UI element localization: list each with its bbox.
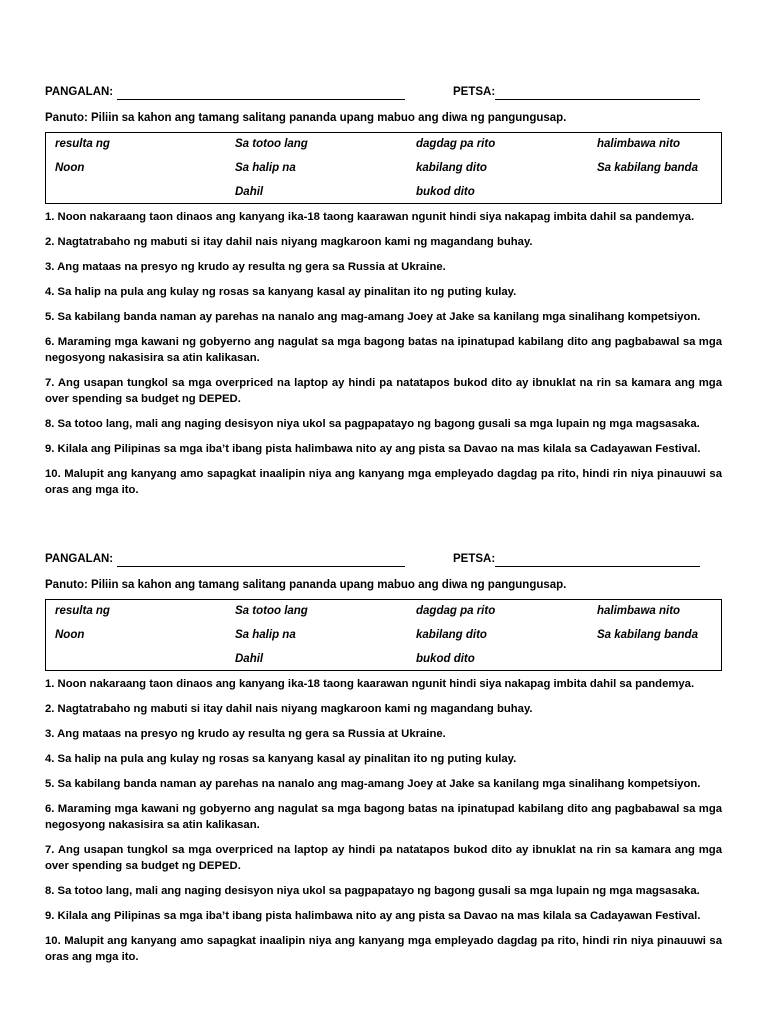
sentence-item: 6. Maraming mga kawani ng gobyerno ang nagulat sa mga bagong batas na ipinatupad kabilang dito ang pagbabawal sa mga negosyong nakasisira sa atin kalikasan.: [45, 803, 722, 831]
sentence-item: 4. Sa halip na pula ang kulay ng rosas sa kanyang kasal ay pinalitan ito ng puting kulay.: [45, 286, 517, 298]
instructions: Panuto: Piliin sa kahon ang tamang salitang pananda upang mabuo ang diwa ng pangungusap.: [45, 112, 567, 124]
header-row: [45, 553, 722, 573]
name-label: PANGALAN:: [45, 86, 114, 98]
name-field-line[interactable]: [117, 566, 405, 567]
date-field-line[interactable]: [495, 566, 700, 567]
sentence-item: 5. Sa kabilang banda naman ay parehas na nanalo ang mag-amang Joey at Jake sa kanilang mga sinalihang kompetsiyon.: [45, 778, 701, 790]
sentence-item: 7. Ang usapan tungkol sa mga overpriced na laptop ay hindi pa natatapos bukod dito ay ibnuklat na rin sa kamara ang mga over spending sa budget ng DEPED.: [45, 844, 722, 872]
word-bank-item: halimbawa nito: [597, 605, 681, 617]
date-field-line[interactable]: [495, 99, 700, 100]
date-label: PETSA:: [453, 86, 496, 98]
word-bank-item: Noon: [55, 629, 85, 641]
word-bank-item: halimbawa nito: [597, 138, 681, 150]
sentence-item: 3. Ang mataas na presyo ng krudo ay resulta ng gera sa Russia at Ukraine.: [45, 261, 446, 273]
word-bank-item: resulta ng: [55, 605, 110, 617]
word-bank-item: bukod dito: [416, 653, 475, 665]
word-bank-item: dagdag pa rito: [416, 605, 496, 617]
word-bank-box: [45, 599, 722, 671]
word-bank-item: dagdag pa rito: [416, 138, 496, 150]
sentence-item: 7. Ang usapan tungkol sa mga overpriced na laptop ay hindi pa natatapos bukod dito ay ibnuklat na rin sa kamara ang mga over spending sa budget ng DEPED.: [45, 377, 722, 405]
name-field-line[interactable]: [117, 99, 405, 100]
word-bank-item: Sa halip na: [235, 162, 296, 174]
word-bank-item: Dahil: [235, 653, 264, 665]
word-bank-item: bukod dito: [416, 186, 475, 198]
word-bank-item: resulta ng: [55, 138, 110, 150]
word-bank-item: Sa totoo lang: [235, 605, 308, 617]
word-bank-item: Dahil: [235, 186, 264, 198]
instructions: Panuto: Piliin sa kahon ang tamang salitang pananda upang mabuo ang diwa ng pangungusap.: [45, 579, 567, 591]
word-bank-item: Sa halip na: [235, 629, 296, 641]
sentence-list: [45, 676, 722, 965]
sentence-item: 8. Sa totoo lang, mali ang naging desisyon niya ukol sa pagpapatayo ng bagong gusali sa mga lupain ng mga magsasaka.: [45, 885, 700, 897]
worksheet-section-2: [45, 553, 722, 974]
header-row: [45, 86, 722, 106]
sentence-item: 2. Nagtatrabaho ng mabuti si itay dahil nais niyang magkaroon kami ng magandang buhay.: [45, 236, 533, 248]
sentence-item: 10. Malupit ang kanyang amo sapagkat inaalipin niya ang kanyang mga empleyado dagdag pa rito, hindi rin niya pinauuwi sa oras ang mga ito.: [45, 935, 722, 963]
date-label: PETSA:: [453, 553, 496, 565]
word-bank-item: kabilang dito: [416, 162, 487, 174]
name-label: PANGALAN:: [45, 553, 114, 565]
sentence-item: 1. Noon nakaraang taon dinaos ang kanyang ika-18 taong kaarawan ngunit hindi siya nakapag imbita dahil sa pandemya.: [45, 678, 695, 690]
sentence-item: 9. Kilala ang Pilipinas sa mga iba’t ibang pista halimbawa nito ay ang pista sa Davao na mas kilala sa Cadayawan Festival.: [45, 443, 701, 455]
sentence-item: 4. Sa halip na pula ang kulay ng rosas sa kanyang kasal ay pinalitan ito ng puting kulay.: [45, 753, 517, 765]
word-bank-item: Noon: [55, 162, 85, 174]
sentence-item: 10. Malupit ang kanyang amo sapagkat inaalipin niya ang kanyang mga empleyado dagdag pa rito, hindi rin niya pinauuwi sa oras ang mga ito.: [45, 468, 722, 496]
sentence-item: 6. Maraming mga kawani ng gobyerno ang nagulat sa mga bagong batas na ipinatupad kabilang dito ang pagbabawal sa mga negosyong nakasisira sa atin kalikasan.: [45, 336, 722, 364]
sentence-list: [45, 209, 722, 498]
word-bank-item: kabilang dito: [416, 629, 487, 641]
sentence-item: 9. Kilala ang Pilipinas sa mga iba’t ibang pista halimbawa nito ay ang pista sa Davao na mas kilala sa Cadayawan Festival.: [45, 910, 701, 922]
word-bank-box: [45, 132, 722, 204]
word-bank-item: Sa kabilang banda: [597, 629, 698, 641]
worksheet-section-1: [45, 86, 722, 507]
sentence-item: 5. Sa kabilang banda naman ay parehas na nanalo ang mag-amang Joey at Jake sa kanilang mga sinalihang kompetsiyon.: [45, 311, 701, 323]
sentence-item: 1. Noon nakaraang taon dinaos ang kanyang ika-18 taong kaarawan ngunit hindi siya nakapag imbita dahil sa pandemya.: [45, 211, 695, 223]
sentence-item: 8. Sa totoo lang, mali ang naging desisyon niya ukol sa pagpapatayo ng bagong gusali sa mga lupain ng mga magsasaka.: [45, 418, 700, 430]
sentence-item: 2. Nagtatrabaho ng mabuti si itay dahil nais niyang magkaroon kami ng magandang buhay.: [45, 703, 533, 715]
sentence-item: 3. Ang mataas na presyo ng krudo ay resulta ng gera sa Russia at Ukraine.: [45, 728, 446, 740]
word-bank-item: Sa totoo lang: [235, 138, 308, 150]
word-bank-item: Sa kabilang banda: [597, 162, 698, 174]
